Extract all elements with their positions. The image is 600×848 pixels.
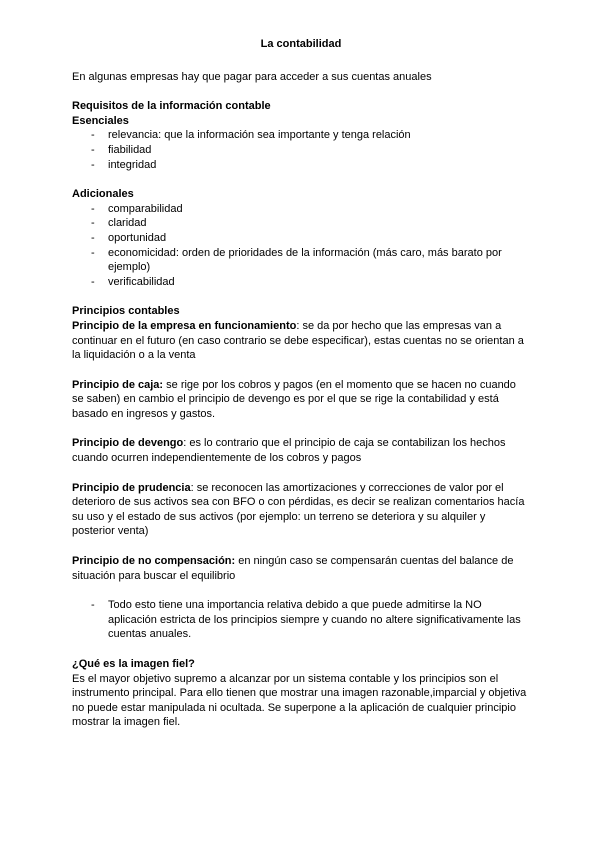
list-item: - economicidad: orden de prioridades de la información (más caro, más barato por ejemplo)	[72, 246, 530, 275]
document-content	[72, 37, 530, 730]
imagen-fiel-paragraph: Es el mayor objetivo supremo a alcanzar por un sistema contable y los principios son el instrumento principal. Para ello tienen que mostrar una imagen razonable,imparcial y objetiva no puede estar manipulada ni ocultada. Se superpone a la aplicación de cualquier principio mostrar la imagen fiel.	[72, 672, 527, 729]
principio-name: Principio de caja:	[72, 378, 164, 391]
note-item: - Todo esto tiene una importancia relativa debido a que puede admitirse la NO aplicación estricta de los principios siempre y cuando no altere significativamente las cuentas anuales.	[72, 598, 530, 642]
list-item: - verificabilidad	[72, 275, 530, 290]
list-item: - claridad	[72, 216, 530, 231]
principio-name: Principio de la empresa en funcionamiento	[72, 319, 297, 332]
principio-text: : se da por hecho que las empresas van a continuar en el futuro (en caso contrario se debe especificar), estas cuentas no se orientan a la liquidación o a la venta	[72, 319, 524, 362]
list-item: - comparabilidad	[72, 202, 530, 217]
adicionales-heading: Adicionales	[72, 188, 134, 201]
principio-paragraph	[72, 554, 530, 583]
list-item: - integridad	[72, 158, 530, 173]
intro-paragraph: En algunas empresas hay que pagar para acceder a sus cuentas anuales	[72, 70, 432, 83]
principio-name: Principio de prudencia	[72, 481, 191, 494]
document-title: La contabilidad	[260, 38, 342, 50]
imagen-fiel-heading: ¿Qué es la imagen fiel?	[72, 658, 195, 670]
note-list	[72, 598, 530, 642]
principios-heading: Principios contables	[72, 305, 180, 318]
requisitos-heading: Requisitos de la información contable	[72, 100, 271, 113]
esenciales-heading: Esenciales	[72, 114, 129, 127]
principio-text: se rige por los cobros y pagos (en el momento que se hacen no cuando se saben) en cambio el principio de devengo es por el que se rige la contabilidad y está basado en ingresos y gastos.	[72, 378, 516, 420]
principio-text: en ningún caso se compensarán cuentas del balance de situación para buscar el equilibrio	[72, 555, 514, 582]
esenciales-list	[72, 128, 530, 172]
principio-text: : se reconocen las amortizaciones y correcciones de valor por el deterioro de sus activos sea con BFO o con pérdidas, es decir se realizan comentarios hacía su uso y el estado de sus activos (por ejemplo: un terreno se deteriora y su alquiler y posterior venta)	[72, 481, 525, 538]
principio-paragraph	[72, 481, 530, 539]
list-item: - fiabilidad	[72, 143, 530, 158]
list-item: - oportunidad	[72, 231, 530, 246]
principio-paragraph	[72, 436, 530, 465]
principio-paragraph	[72, 319, 530, 363]
principio-text: : es lo contrario que el principio de caja se contabilizan los hechos cuando ocurren independientemente de los cobros y pagos	[72, 437, 506, 465]
principio-name: Principio de no compensación:	[72, 555, 236, 568]
principio-name: Principio de devengo	[72, 437, 184, 450]
list-item: - relevancia: que la información sea importante y tenga relación	[72, 128, 530, 143]
principio-paragraph	[72, 378, 530, 422]
adicionales-list	[72, 202, 530, 290]
